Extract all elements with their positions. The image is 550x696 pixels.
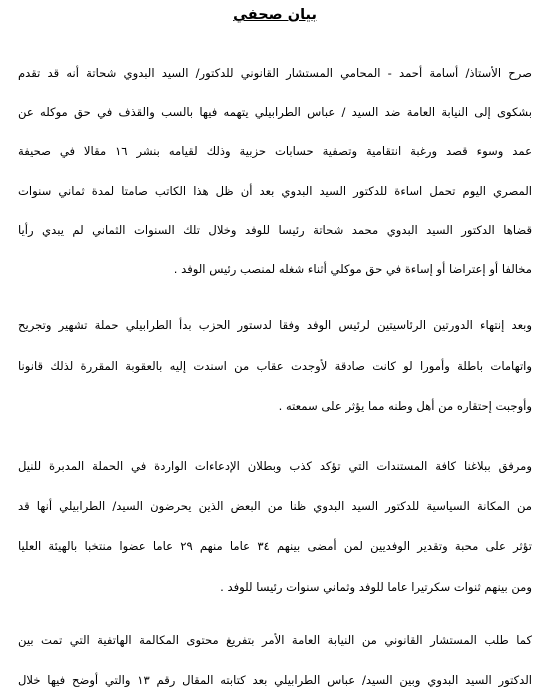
paragraph-4-line-1: كما طلب المستشار القانوني من النيابة العامة الأمر بتفريغ محتوى المكالمة الهاتفية التي تمت بين — [18, 633, 532, 647]
paragraph-4-line-2: الدكتور السيد البدوي وبين السيد/ عباس الطرابيلي بعد كتابته المقال رقم ١٣ والتي أوضح فيها خلال — [18, 673, 532, 687]
document-title — [0, 7, 550, 23]
paragraph-2-line-1: وبعد إنتهاء الدورتين الرئاسيتين لرئيس الوفد وفقا لدستور الحزب بدأ الطرابيلي حملة تشهير وتجريح — [18, 318, 532, 332]
paragraph-1-line-5: قضاها الدكتور السيد البدوي محمد شحاتة رئيسا للوفد وخلال تلك السنوات الثماني لم يبدي رأيا — [18, 223, 532, 237]
paragraph-2-line-2: واتهامات باطلة وأمورا لو كانت صادقة لأوجدت عقاب من اسندت إليه بالعقوبة المقررة لذلك قانونا — [18, 359, 532, 373]
paragraph-3-line-3: تؤثر على محبة وتقدير الوفديين لمن أمضى بينهم ٣٤ عاما منهم ٢٩ عاما عضوا منتخبا بالهيئة العليا — [18, 539, 532, 553]
paragraph-3-line-1: ومرفق ببلاغنا كافة المستندات التي تؤكد كذب وبطلان الإدعاءات الواردة في الحملة المدبرة للنيل — [18, 459, 532, 473]
paragraph-3-line-2: من المكانة السياسية للدكتور السيد البدوي ظنا من البعض الذين يحرضون السيد/ الطرابيلي أنها قد — [18, 499, 532, 513]
document-title-text: بيان صحفي — [233, 7, 317, 23]
paragraph-3-line-4: ومن بينهم ثنوات سكرتيرا عاما للوفد وثماني سنوات رئيسا للوفد . — [220, 580, 532, 594]
paragraph-1-line-1: صرح الأستاذ/ أسامة أحمد - المحامي المستشار القانوني للدكتور/ السيد البدوي شحاتة أنه قد تقدم — [18, 66, 532, 80]
paragraph-1-line-6: مخالفا أو إعتراضا أو إساءة في حق موكلي أثناء شغله لمنصب رئيس الوفد . — [173, 262, 532, 276]
paragraph-2-line-3: وأوجبت إحتقاره من أهل وطنه مما يؤثر على سمعته . — [278, 399, 532, 413]
paragraph-1-line-3: عمد وسوء قصد ورغبة انتقامية وتصفية حسابات حزبية وذلك لقيامه بنشر ١٦ مقالا في صحيفة — [18, 144, 532, 158]
paragraph-1-line-2: بشكوى إلى النيابة العامة ضد السيد / عباس الطرابيلي يتهمه فيها بالسب والقذف في حق موكله عن — [18, 105, 532, 119]
paragraph-1-line-4: المصري اليوم تحمل اساءة للدكتور السيد البدوي بعد أن ظل هذا الكاتب صامتا لمدة ثماني سنوات — [18, 184, 532, 198]
